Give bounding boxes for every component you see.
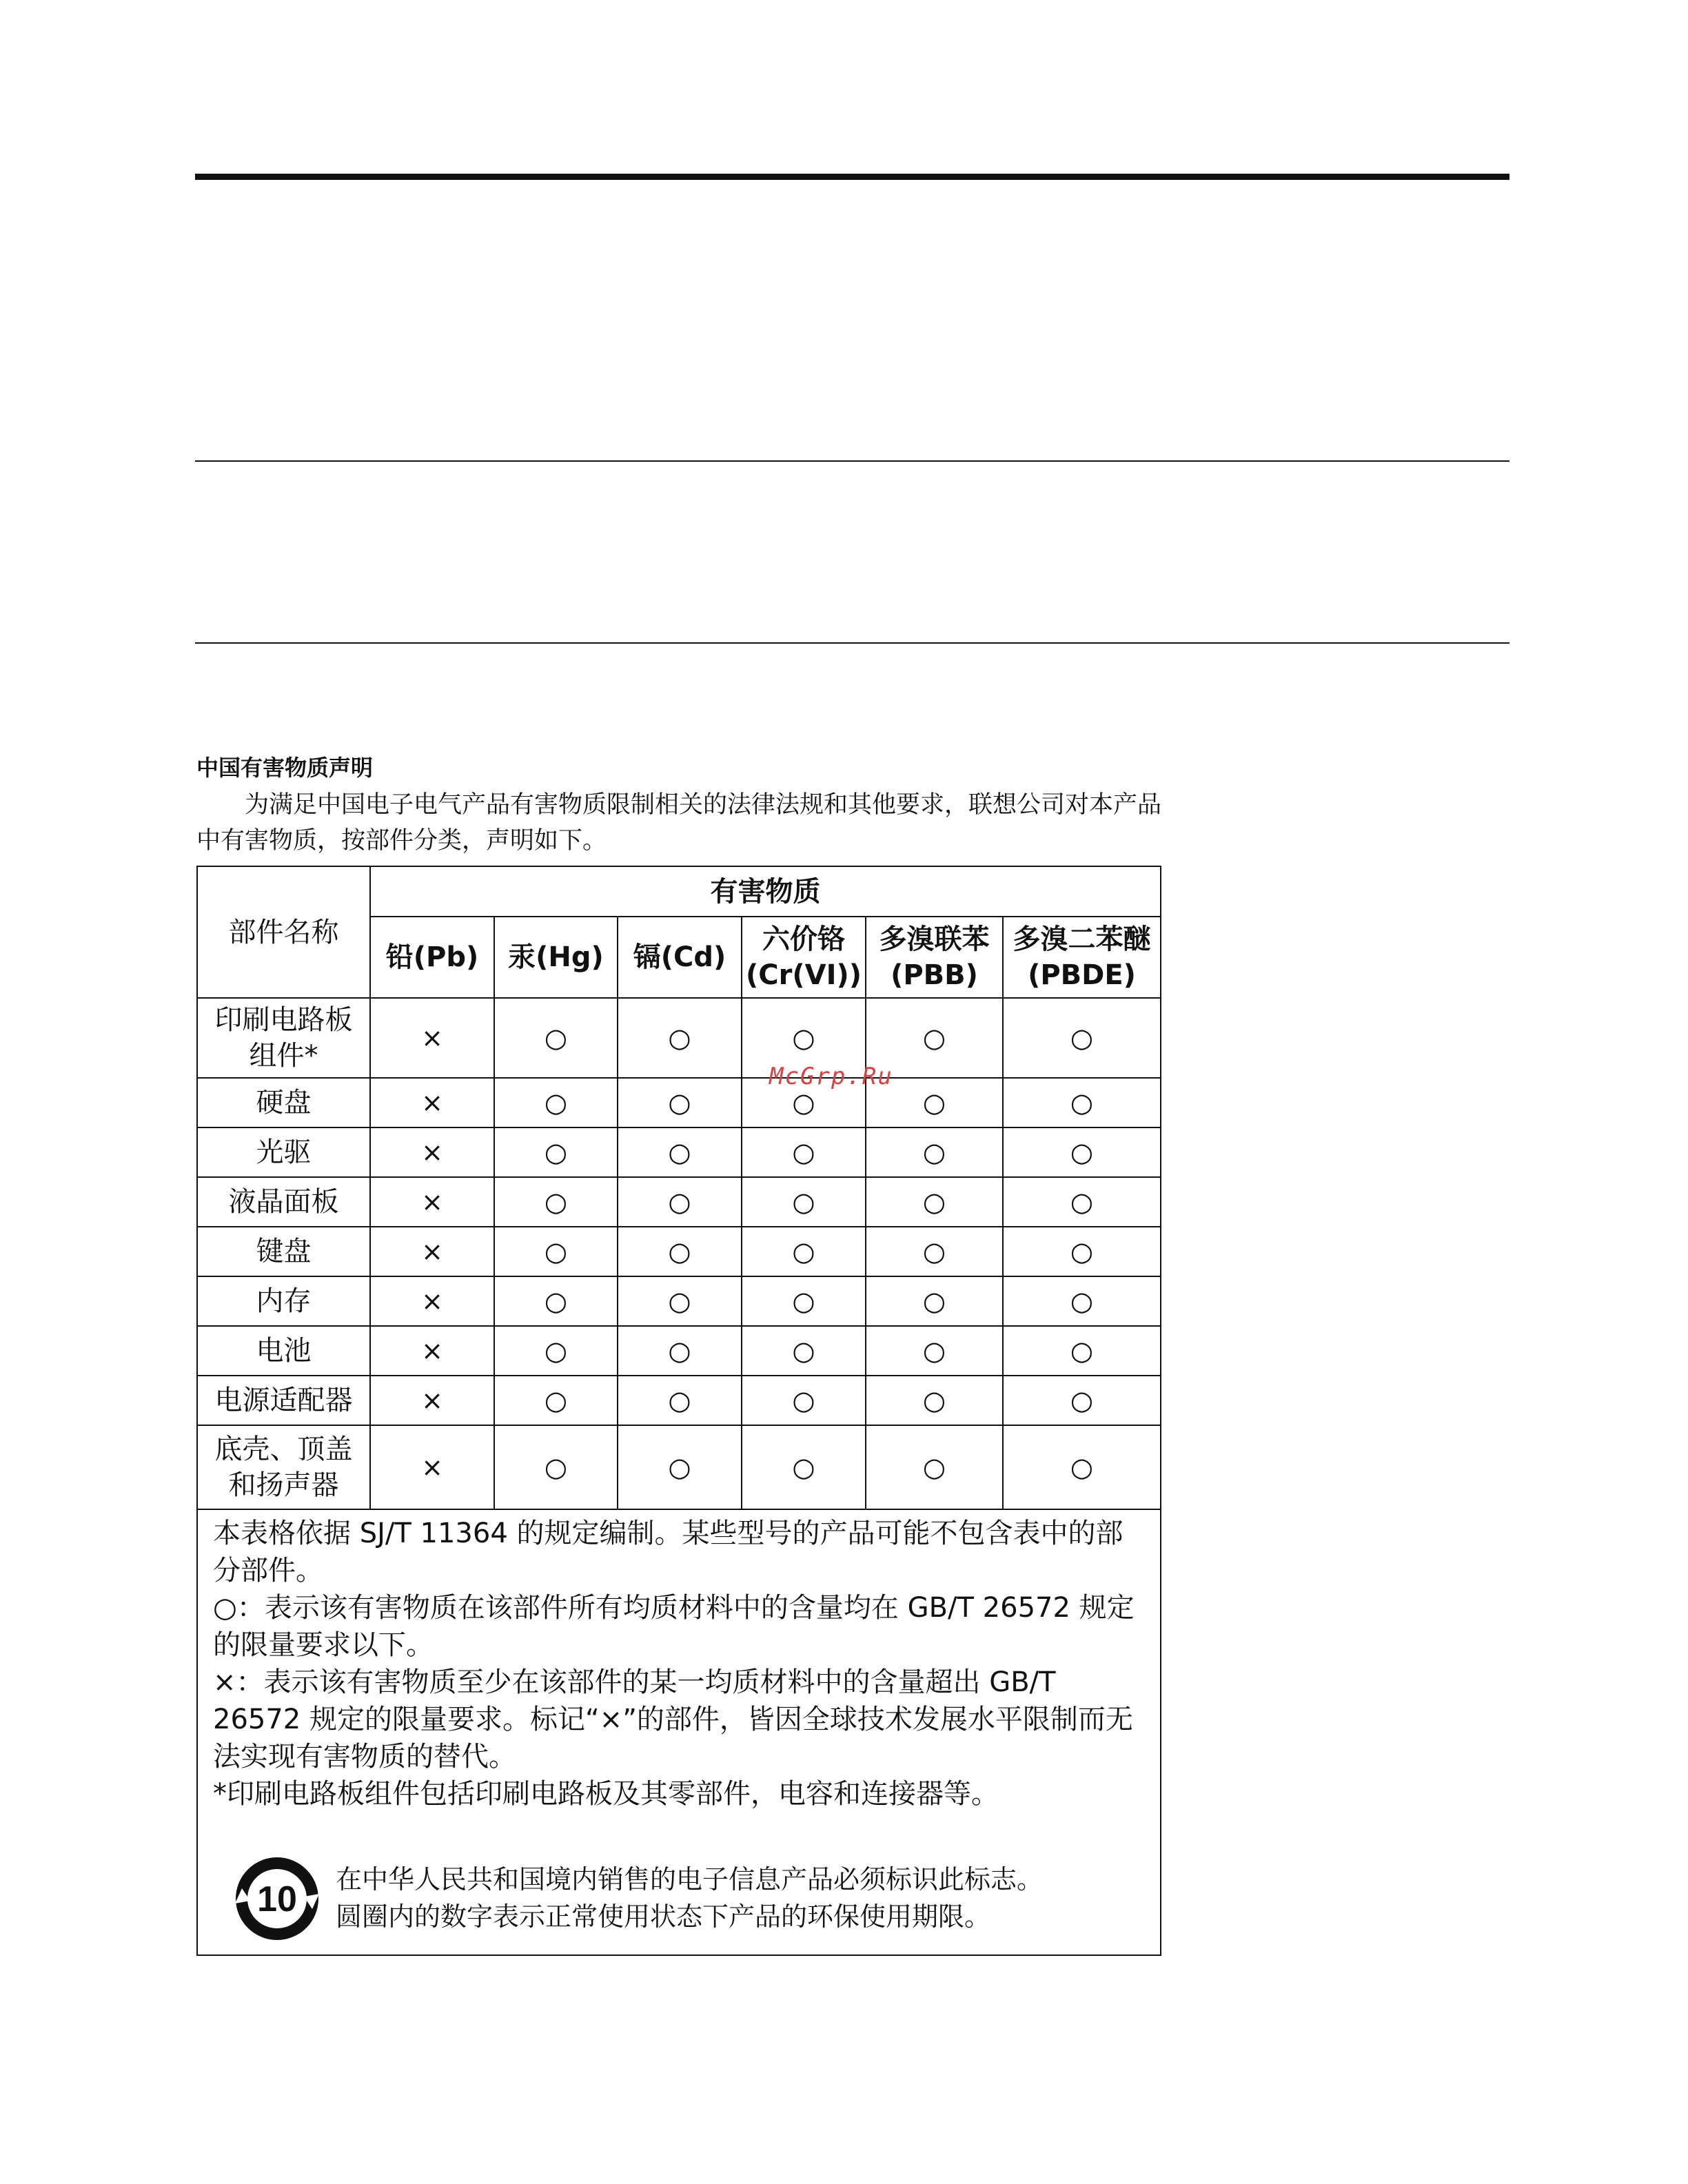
within-limit-mark: ○ — [1003, 1177, 1160, 1227]
substance-header-5 — [1003, 917, 1160, 998]
table-row — [198, 998, 1160, 1078]
exceeds-limit-mark: × — [370, 1078, 494, 1127]
part-name-cell — [198, 1177, 370, 1227]
within-limit-mark: ○ — [1003, 1078, 1160, 1127]
substance-header-3 — [742, 917, 866, 998]
part-name-cell — [198, 998, 370, 1078]
note-standard: 本表格依据 SJ/T 11364 的规定编制。某些型号的产品可能不包含表中的部分部件。 — [213, 1518, 1123, 1586]
substance-header-0 — [370, 917, 494, 998]
within-limit-mark: ○ — [742, 1376, 866, 1425]
divider-rule-2 — [195, 642, 1509, 644]
table-row — [198, 1376, 1160, 1425]
within-limit-mark: ○ — [866, 1326, 1003, 1376]
efup-logo-row — [232, 1854, 1156, 1943]
within-limit-mark: ○ — [1003, 1127, 1160, 1177]
notice-heading: 中国有害物质声明 — [196, 755, 374, 781]
part-name-cont: 组件* — [249, 1040, 318, 1072]
within-limit-mark: ○ — [742, 1326, 866, 1376]
within-limit-mark: ○ — [494, 1127, 618, 1177]
within-limit-mark: ○ — [742, 1078, 866, 1127]
part-name: 电源适配器 — [214, 1385, 353, 1416]
watermark: McGrp.Ru — [769, 1063, 893, 1090]
within-limit-mark: ○ — [866, 1276, 1003, 1326]
within-limit-mark: ○ — [866, 1127, 1003, 1177]
exceeds-limit-mark: × — [370, 1276, 494, 1326]
table-row — [198, 1127, 1160, 1177]
substance-name: 铅(Pb) — [385, 941, 479, 973]
within-limit-mark: ○ — [1003, 998, 1160, 1078]
within-limit-mark: ○ — [866, 1078, 1003, 1127]
within-limit-mark: ○ — [618, 1376, 742, 1425]
within-limit-mark: ○ — [494, 1326, 618, 1376]
substance-name: 多溴二苯醚 — [1013, 923, 1151, 955]
within-limit-mark: ○ — [742, 1276, 866, 1326]
substance-symbol: (Cr(VI)) — [745, 959, 862, 991]
within-limit-mark: ○ — [494, 1177, 618, 1227]
within-limit-mark: ○ — [866, 1376, 1003, 1425]
part-name: 液晶面板 — [228, 1186, 339, 1218]
within-limit-mark: ○ — [494, 1078, 618, 1127]
within-limit-mark: ○ — [742, 1177, 866, 1227]
part-name: 光驱 — [256, 1136, 312, 1168]
substance-name: 多溴联苯 — [879, 923, 990, 955]
divider-rule-1 — [195, 460, 1509, 462]
table-row — [198, 1078, 1160, 1127]
note-circle-meaning: ○：表示该有害物质在该部件所有均质材料中的含量均在 GB/T 26572 规定的限量要求以下。 — [213, 1592, 1135, 1661]
part-name: 底壳、顶盖 — [214, 1433, 353, 1465]
within-limit-mark: ○ — [618, 1425, 742, 1509]
exceeds-limit-mark: × — [370, 1425, 494, 1509]
within-limit-mark: ○ — [1003, 1376, 1160, 1425]
notice-intro: 为满足中国电子电气产品有害物质限制相关的法律法规和其他要求，联想公司对本产品中有害物质，按部件分类，声明如下。 — [196, 791, 1162, 855]
exceeds-limit-mark: × — [370, 1326, 494, 1376]
within-limit-mark: ○ — [866, 1177, 1003, 1227]
within-limit-mark: ○ — [866, 998, 1003, 1078]
hazardous-substance-box — [196, 866, 1161, 1956]
efup-line-1: 在中华人民共和国境内销售的电子信息产品必须标识此标志。 — [336, 1864, 1044, 1895]
substance-symbol: (PBDE) — [1028, 959, 1136, 991]
table-row — [198, 1326, 1160, 1376]
note-pcb-assembly: *印刷电路板组件包括印刷电路板及其零部件，电容和连接器等。 — [213, 1778, 999, 1810]
within-limit-mark: ○ — [618, 998, 742, 1078]
efup-logo-text — [336, 1861, 1163, 1935]
within-limit-mark: ○ — [1003, 1326, 1160, 1376]
within-limit-mark: ○ — [1003, 1425, 1160, 1509]
within-limit-mark: ○ — [866, 1425, 1003, 1509]
table-row — [198, 1425, 1160, 1509]
part-name: 电池 — [256, 1335, 312, 1367]
part-name-cell — [198, 1376, 370, 1425]
within-limit-mark: ○ — [494, 1376, 618, 1425]
substance-header-1 — [494, 917, 618, 998]
part-name-cell — [198, 1326, 370, 1376]
table-row — [198, 1227, 1160, 1276]
within-limit-mark: ○ — [494, 1425, 618, 1509]
within-limit-mark: ○ — [494, 998, 618, 1078]
within-limit-mark: ○ — [742, 1425, 866, 1509]
exceeds-limit-mark: × — [370, 1376, 494, 1425]
exceeds-limit-mark: × — [370, 1227, 494, 1276]
part-name: 键盘 — [256, 1236, 312, 1267]
within-limit-mark: ○ — [742, 1127, 866, 1177]
exceeds-limit-mark: × — [370, 1177, 494, 1227]
table-row — [198, 1276, 1160, 1326]
substance-name: 镉(Cd) — [633, 941, 726, 973]
part-name-cont: 和扬声器 — [228, 1469, 339, 1501]
part-name-cell — [198, 1127, 370, 1177]
part-name-cell — [198, 1425, 370, 1509]
within-limit-mark: ○ — [618, 1177, 742, 1227]
efup-number: 10 — [257, 1879, 297, 1919]
substance-header-2 — [618, 917, 742, 998]
within-limit-mark: ○ — [618, 1326, 742, 1376]
note-cross-meaning: ×：表示该有害物质至少在该部件的某一均质材料中的含量超出 GB/T 26572 规定的限量要求。标记“×”的部件，皆因全球技术发展水平限制而无法实现有害物质的替代。 — [213, 1666, 1133, 1773]
part-name: 内存 — [256, 1285, 312, 1317]
efup-line-2: 圆圈内的数字表示正常使用状态下产品的环保使用期限。 — [336, 1901, 991, 1932]
part-name-cell — [198, 1276, 370, 1326]
within-limit-mark: ○ — [618, 1078, 742, 1127]
part-name: 印刷电路板 — [214, 1004, 353, 1036]
efup-10-years-icon — [232, 1854, 322, 1943]
within-limit-mark: ○ — [742, 998, 866, 1078]
table-row — [198, 1177, 1160, 1227]
part-name-cell — [198, 1078, 370, 1127]
exceeds-limit-mark: × — [370, 998, 494, 1078]
within-limit-mark: ○ — [1003, 1227, 1160, 1276]
hazardous-substance-group-header: 有害物质 — [370, 867, 1160, 917]
within-limit-mark: ○ — [742, 1227, 866, 1276]
notes-block — [213, 1515, 1150, 1813]
substance-name: 六价铬 — [762, 923, 845, 955]
within-limit-mark: ○ — [494, 1276, 618, 1326]
part-name-cell — [198, 1227, 370, 1276]
within-limit-mark: ○ — [618, 1127, 742, 1177]
top-thick-rule — [195, 174, 1509, 180]
within-limit-mark: ○ — [1003, 1276, 1160, 1326]
part-name: 硬盘 — [256, 1087, 312, 1119]
within-limit-mark: ○ — [618, 1227, 742, 1276]
within-limit-mark: ○ — [494, 1227, 618, 1276]
within-limit-mark: ○ — [618, 1276, 742, 1326]
exceeds-limit-mark: × — [370, 1127, 494, 1177]
within-limit-mark: ○ — [866, 1227, 1003, 1276]
substance-symbol: (PBB) — [891, 959, 978, 991]
substance-name: 汞(Hg) — [508, 941, 604, 973]
part-name-header: 部件名称 — [198, 867, 370, 998]
hazardous-substance-table — [198, 867, 1160, 1510]
substance-header-4 — [866, 917, 1003, 998]
